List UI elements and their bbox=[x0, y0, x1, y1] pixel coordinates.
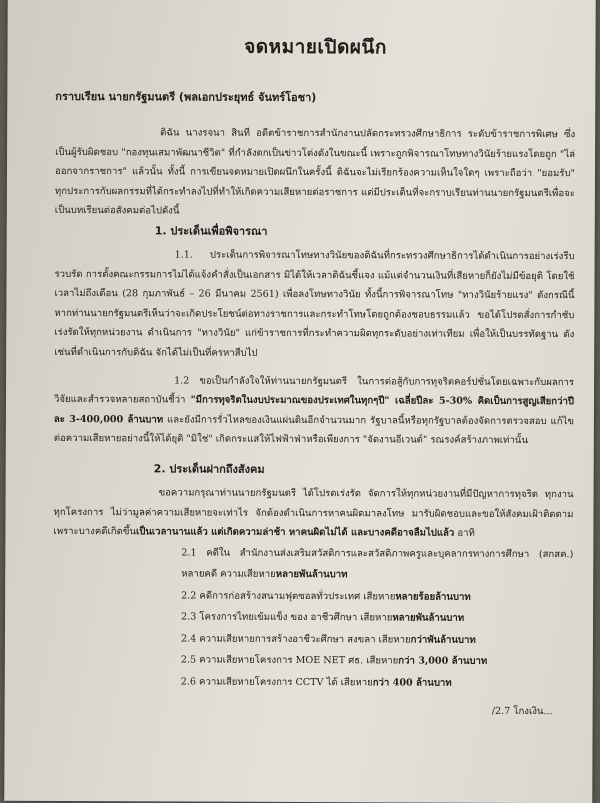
paper-sheet bbox=[4, 0, 596, 803]
list-item: 2.1 คดีใน สำนักงานส่งเสริมสวัสดิการและสวัสดิภาพครูและบุคลากรทางการศึกษา (สกสค.) หลายคดี ความเสียหายหลายพันล้านบาท bbox=[181, 547, 574, 581]
list-item: 2.3 โครงการไทยเข้มแข็ง ของ อาชีวศึกษา เสียหายหลายพันล้านบาท bbox=[181, 611, 465, 624]
letter-title: จดหมายเปิดผนึก bbox=[244, 35, 388, 59]
paragraph-1-2 bbox=[54, 370, 574, 451]
case-list bbox=[181, 542, 574, 694]
paragraph-1-2-emphasis: "มีการทุจริตในงบประมาณของประเทศในทุกๆปี" เฉลี่ยปีละ 5-30% คิดเป็นการสูญเสียกว่าปีละ 3-400,000 ล้านบาท bbox=[53, 394, 575, 426]
paragraph-1-2-tail: และยังมีการรั่วไหลของเงินแผ่นดินอีกจำนวนมาก รัฐบาลนี้หรือทุกรัฐบาลต้องจัดการตรวจสอบ แก้ไขต่อความเสียหายอย่างนี้ให้ได้ยุติ "มิใช่" เกิดกระแสให้ไฟฟ้าฟ่าหรือเพียงการ "จัดงานอีเวนต์" รณรงค์สร้างภาพเท่านั้น bbox=[53, 414, 574, 447]
intro-paragraph: ดิฉัน นางรจนา สินที อดีตข้าราชการสำนักงานปลัดกระทรวงศึกษาธิการ ระดับข้าราชการพิเศษ ซึ่งเป็นผู้รับผิดชอบ "กองทุนเสมาพัฒนาชีวิต" ที่กำลังตกเป็นข่าวโด่งดังในขณะนี้ เพราะถูกพิจารณาโทษทางวินัยร้ายแรงโดยถูก "ไล่ออกจากราชการ" แล้วนั้น ทั้งนี้ การเขียนจดหมายเปิดผนึกในครั้งนี้ ดิฉันจะไม่เรียกร้องความเห็นใจใดๆ เพราะถือว่า "ยอมรับ" ทุกประการกับผลกรรมที่ได้กระทำลงไปที่ทำให้เกิดความเสียหายต่อราชการ แต่มีประเด็นที่จะกราบเรียนท่านนายกรัฐมนตรีเพื่อจะเป็นบทเรียนต่อสังคมต่อไปดังนี้ bbox=[54, 127, 576, 217]
continuation-note: /2.7 โกงเงิน... bbox=[491, 706, 553, 718]
list-item: 2.2 คดีการก่อสร้างสนามฟุตซอลทั่วประเทศ เสียหายหลายร้อยล้านบาท bbox=[181, 590, 471, 603]
section-1-heading: 1. ประเด็นเพื่อพิจารณา bbox=[154, 224, 268, 238]
paragraph-2-emphasis: เป็นเวลานานแล้ว แต่เกิดความล่าช้า หาคนผิดไม่ได้ และบางคดีอาจลืมไปแล้ว bbox=[135, 526, 455, 539]
list-item: 2.4 ความเสียหายการสร้างอาชีวะศึกษา สงขลา เสียหายกว่าพันล้านบาท bbox=[180, 633, 476, 646]
paragraph-2-lead: ขอความกรุณาท่านนายกรัฐมนตรี ได้โปรดเร่งรัด จัดการให้ทุกหน่วยงานที่มีปัญหาการทุจริต ทุกงาน ทุกโครงการ ไม่ว่ามูลค่าความเสียหายจะเท่าไร จักต้องดำเนินการหาคนผิดมาลงโทษ มารับผิดชอบและขอให้สังคมเฝ้าติดตามเพราะบางคดีเกิดขึ้น bbox=[53, 487, 574, 538]
salutation: กราบเรียน นายกรัฐมนตรี (พลเอกประยุทธ์ จันทร์โอชา) bbox=[55, 89, 317, 105]
list-item: 2.6 ความเสียหายโครงการ CCTV ได้ เสียหายกว่า 400 ล้านบาท bbox=[180, 676, 452, 689]
paragraph-2 bbox=[53, 483, 573, 544]
list-item: 2.5 ความเสียหายโครงการ MOE NET ศธ. เสียหายกว่า 3,000 ล้านบาท bbox=[180, 654, 488, 668]
letter-content bbox=[53, 31, 576, 719]
paragraph-1-1: 1.1. ประเด็นการพิจารณาโทษทางวินัยของดิฉันที่กระทรวงศึกษาธิการได้ดำเนินการอย่างเร่งรีบ รวบรัด การตั้งคณะกรรมการไม่ได้แจ้งคำสั่งเป็นเอกสาร มิได้ให้เวลาดิฉันชี้แจง แม้แต่จำนวนเงินที่เสียหายก็ยังไม่มีข้อยุติ โดยใช้เวลาไม่ถึงเดือน (28 กุมภาพันธ์ – 26 มีนาคม 2561) เพื่อลงโทษทางวินัย ทั้งนี้การพิจารณาโทษ "ทางวินัยร้ายแรง" ดังกรณีนี้ หากท่านนายกรัฐมนตรีเห็นว่าจะเกิดประโยชน์ต่อทางราชการและกระทำโทษโดยถูกต้องชอบธรรมแล้ว ขอได้โปรดสั่งการกำชับ เร่งรัดให้ทุกหน่วยงาน ดำเนินการ "ทางวินัย" แก่ข้าราชการที่กระทำความผิดทุกระดับอย่างเท่าเทียม เพื่อให้เป็นบรรทัดฐาน ดังเช่นที่ดำเนินการกับดิฉัน จักได้ไม่เป็นที่ครหาสืบไป bbox=[54, 249, 575, 359]
paragraph-1-2-lead: 1.2 ขอเป็นกำลังใจให้ท่านนายกรัฐมนตรี ในการต่อสู้กับการทุจริตคอร์ปชั่นโดยเฉพาะกับผลการวิจัยและสำรวจหลายสถาบันชี้ว่า bbox=[53, 374, 575, 406]
section-2-heading: 2. ประเด็นฝากถึงสังคม bbox=[153, 462, 265, 476]
paragraph-2-tail: อาทิ bbox=[454, 527, 475, 539]
